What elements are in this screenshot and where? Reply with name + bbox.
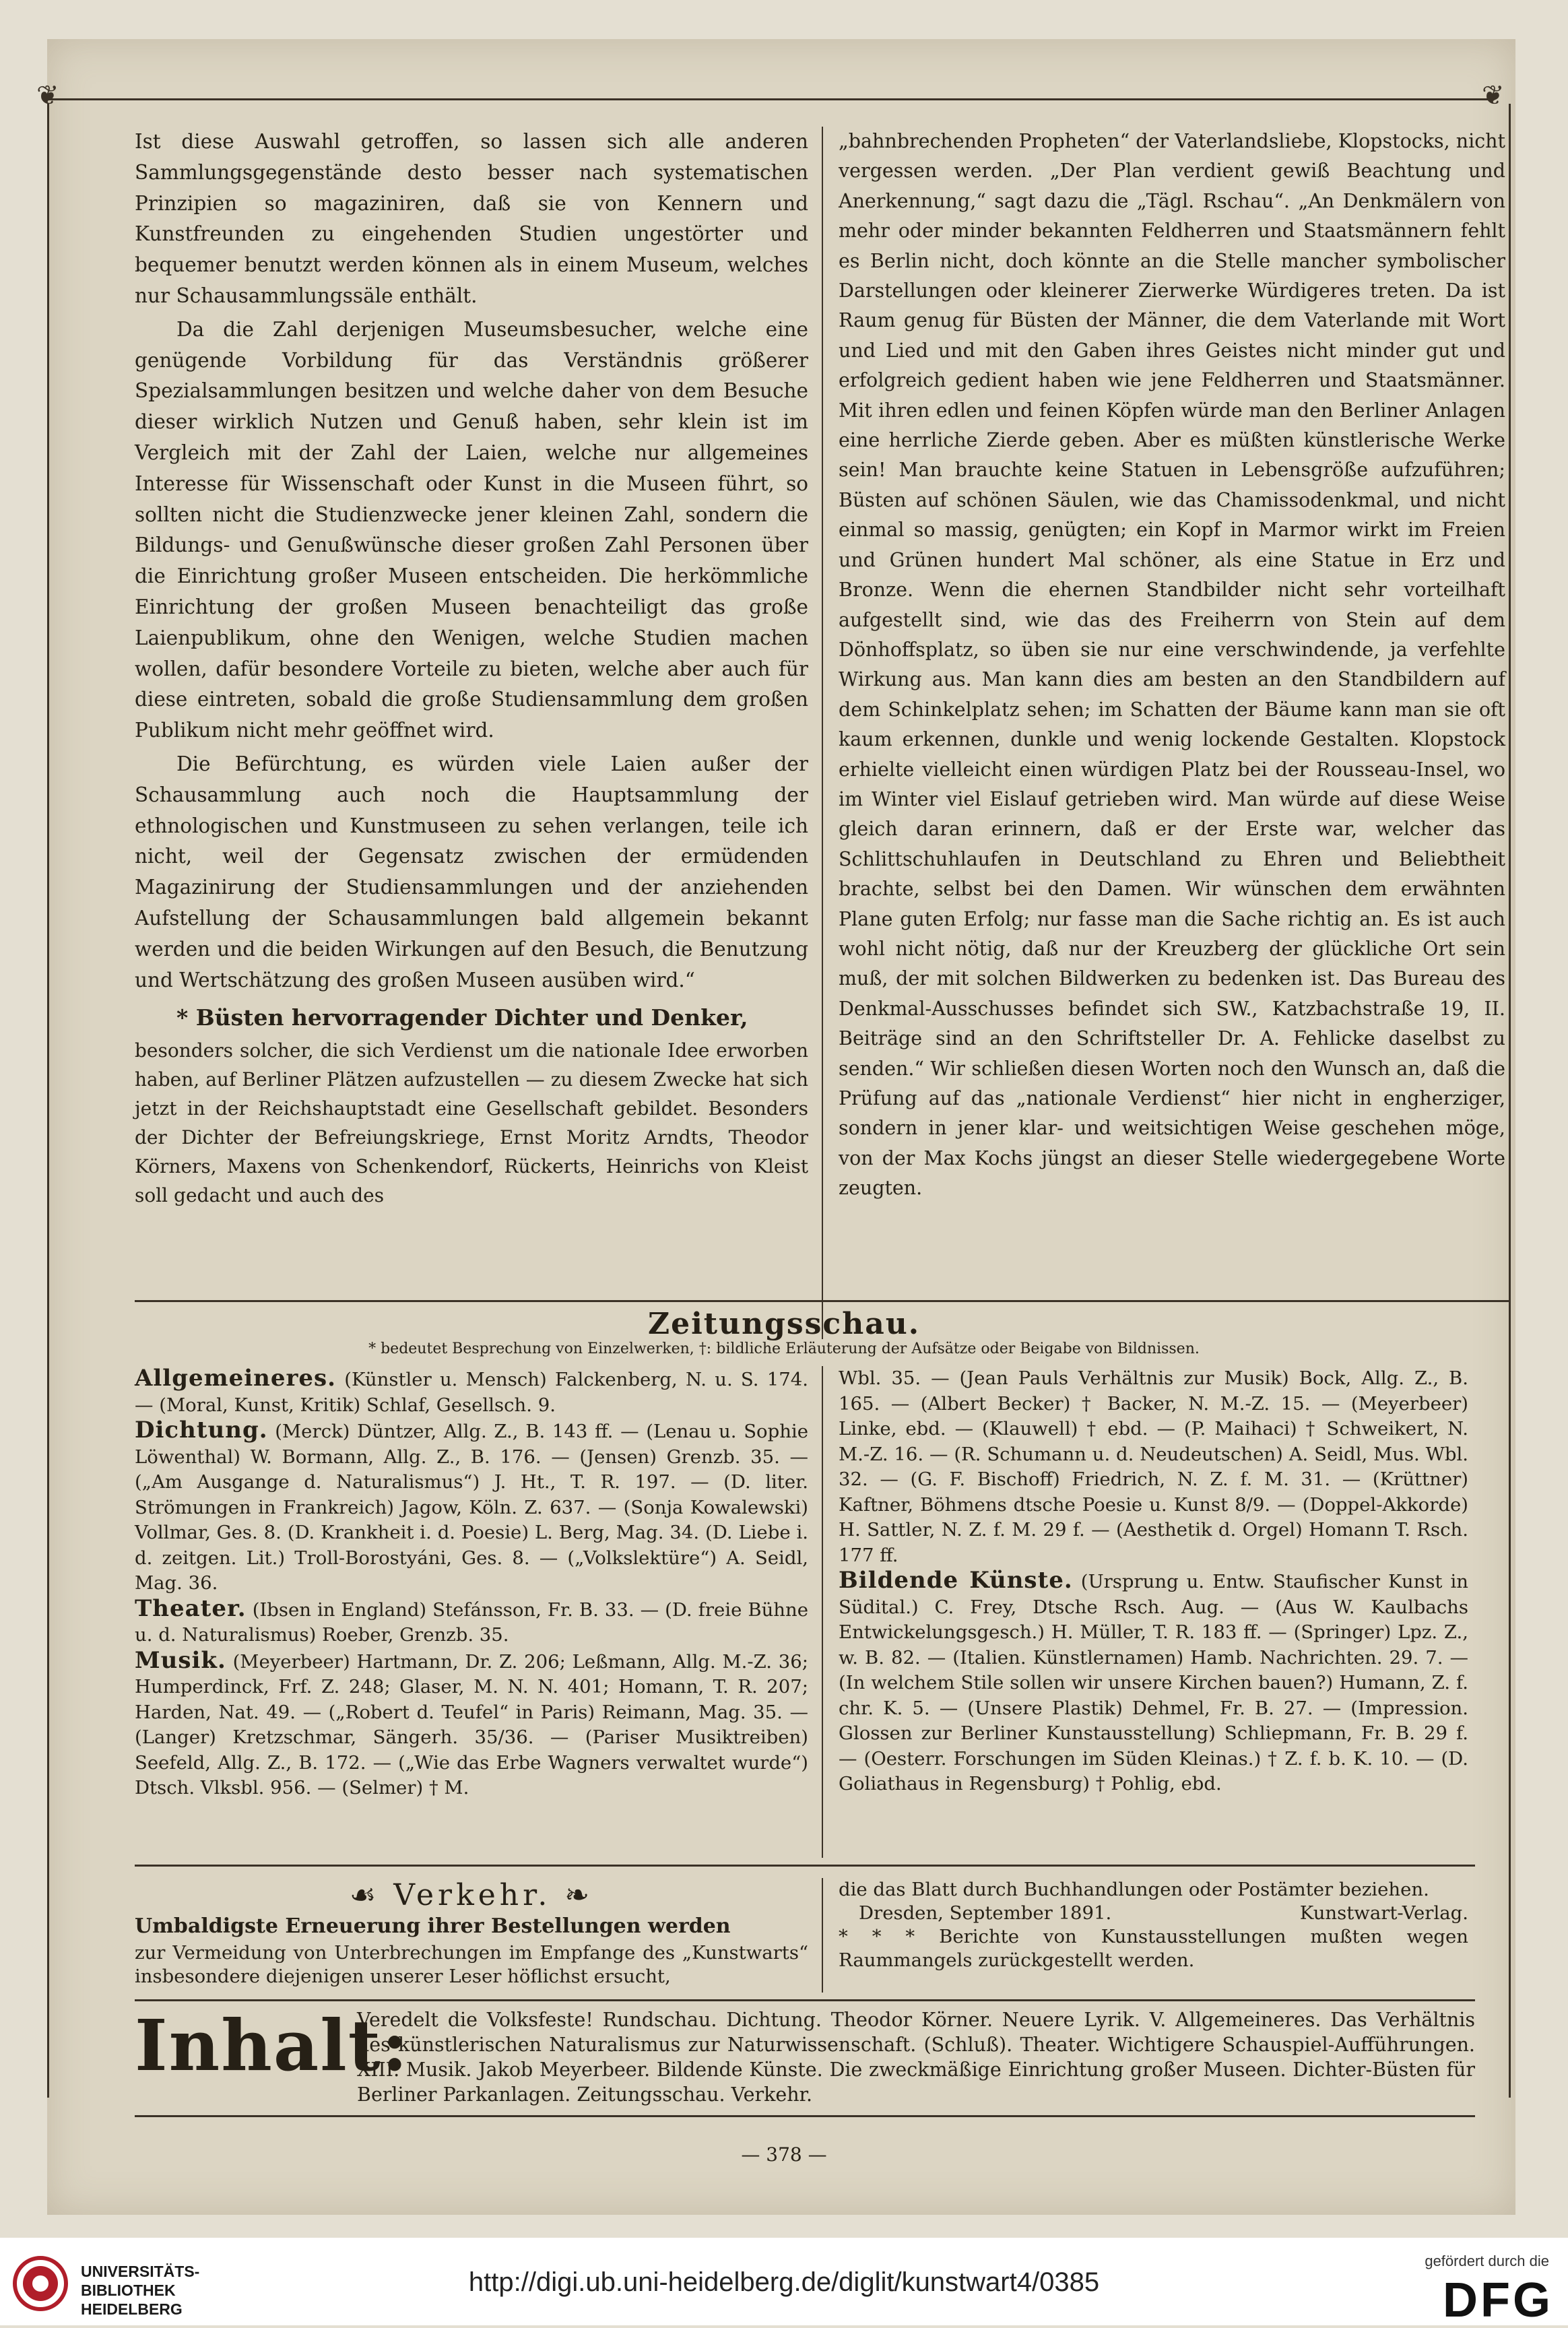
paragraph: Die Befürchtung, es würden viele Laien außer der Schausammlung auch noch die Hauptsammlung der ethnologischen und Kunstmuseen zu sehen verlangen, teile ich nicht, weil der Gegensatz zwischen der ermüdenden Magazinirung der Studiensammlungen und der anziehenden Aufstellung der Schausammlungen bald allgemein bekannt werden und die beiden Wirkungen auf den Besuch, die Benutzung und Wertschätzung des großen Museen ausüben wird.“ (135, 752, 808, 992)
paragraph: besonders solcher, die sich Verdienst um die nationale Idee erworben haben, auf Berliner Plätzen aufzustellen — zu diesem Zwecke hat sich jetzt in der Reichshauptstadt eine Gesellschaft gebildet. Besonders der Dichter der Befreiungskriege, Ernst Moritz Arndts, Theodor Körners, Maxens von Schenkendorf, Rückerts, Heinrichs von Kleist soll gedacht und auch des (135, 1039, 808, 1207)
page-number: — 378 — (741, 2143, 827, 2166)
zeitungsschau-right (839, 1366, 1468, 1797)
corner-ornament-right: ❦ (1482, 80, 1505, 111)
zs-category: Dichtung. (135, 1417, 268, 1444)
zs-entry: Theater. (Ibsen in England) Stefánsson, Fr. B. 33. — (D. freie Bühne u. d. Naturalismus) Roeber, Grenzb. 35. (135, 1594, 808, 1646)
zs-entry: Dichtung. (Merck) Düntzer, Allg. Z., B. 143 ff. — (Lenau u. Sophie Löwenthal) W. Bormann, Allg. Z., B. 176. — (Jensen) Grenzb. 35. — („Am Ausgange d. Naturalismus“) J. Ht., T. R. 197. — (D. liter. Strömungen in Frankreich) Jagow, Köln. Z. 637. — (Sonja Kowalewski) Vollmar, Ges. 8. (D. Krankheit i. d. Poesie) L. Berg, Mag. 34. (D. Liebe i. d. zeitgen. Lit.) Troll-Borostyáni, Ges. 8. — („Volkslektüre“) A. Seidl, Mag. 36. (135, 1417, 808, 1594)
ornament-left: ☙ (349, 1878, 394, 1912)
zs-category: Allgemeineres. (135, 1365, 337, 1392)
right-column (839, 127, 1505, 1204)
zeitungsschau-title: Zeitungsschau. (647, 1307, 921, 1341)
inhalt-text: Veredelt die Volksfeste! Rundschau. Dichtung. Theodor Körner. Neuere Lyrik. V. Allgemeineres. Das Verhältnis des künstlerischen Naturalismus zur Naturwissenschaft. (Schluß). Theater. Wichtigere Schauspiel-Aufführungen. XIII. Musik. Jakob Meyerbeer. Bildende Künste. Die zweckmäßige Einrichtung großer Museen. Dichter-Büsten für Berliner Parkanlagen. Zeitungsschau. Verkehr. (357, 2009, 1475, 2106)
university-name: UNIVERSITÄTS- BIBLIOTHEK HEIDELBERG (81, 2263, 200, 2318)
paragraph: „bahnbrechenden Propheten“ der Vaterlandsliebe, Klopstocks, nicht vergessen werden. „Der Plan verdient gewiß Beachtung und Anerkennung,“ sagt dazu die „Tägl. Rschau“. „An Denkmälern von mehr oder minder bekannten Feldherren und Staatsmännern fehlt es Berlin nicht, doch könnte an die Stelle mancher symbolischer Darstellungen oder kleinerer Zierwerke Würdigeres treten. Da ist Raum genug für Büsten der Männer, die dem Vaterlande mit Wort und Lied und mit den Gaben ihres Geistes nicht minder gut und erfolgreich gedient haben wie jene Feldherren und Staatsmänner. Mit ihren edlen und feinen Köpfen würde man den Berliner Anlagen eine herrliche Zierde geben. Aber es müßten künstlerische Werke sein! Man brauchte keine Statuen in Lebensgröße aufzuführen; Büsten auf schönen Säulen, wie das Chamissodenkmal, und nicht einmal so massig, genügten; ein Kopf in Marmor wirkt im Freien und Grünen hundert Mal schöner, als eine Statue in Erz und Bronze. Wenn die ehernen Standbilder nicht sehr vorteilhaft aufgestellt sind, wie das des Freiherrn von Stein auf dem Dönhoffsplatz, so üben sie nur eine verschwindende, ja verfehlte Wirkung aus. Man kann dies am besten an den Standbildern auf dem Schinkelplatz sehen; im Schatten der Bäume kann man sie oft kaum erkennen, dunkle und wenig lockende Gestalten. Klopstock erhielte vielleicht einen würdigen Platz bei der Rousseau-Insel, wo im Winter viel Eislauf getrieben wird. Man würde auf diese Weise gleich daran erinnern, daß er der Erste war, welcher das Schlittschuhlaufen in Deutschland zu Ehren und Beliebtheit brachte, selbst bei den Damen. Wir wünschen dem erwähnten Plane guten Erfolg; nur fasse man die Sache richtig an. Es ist auch wohl nicht nötig, daß nur der Kreuzberg der glückliche Ort sein muß, der mit solchen Bildwerken zu bedenken ist. Das Bureau des Denkmal-Ausschusses befindet sich SW., Katzbachstraße 19, II. Beiträge sind an den Schriftsteller Dr. A. Fehlicke daselbst zu senden.“ Wir schließen diesen Worten noch den Wunsch an, daß die Prüfung auf das „nationale Verdienst“ hier nicht in engherziger, sondern in jener klar- und weitsichtigen Weise geschehen möge, von der Max Kochs jüngst an dieser Stelle wiedergegebene Worte zeugten. (839, 130, 1505, 1200)
left-column (135, 127, 808, 1210)
page-frame-left (47, 104, 49, 2098)
zs-entry: Wbl. 35. — (Jean Pauls Verhältnis zur Musik) Bock, Allg. Z., B. 165. — (Albert Becker) † Backer, N. M.-Z. 15. — (Meyerbeer) Linke, ebd. — (Klauwell) † ebd. — (P. Maihaci) † Schweikert, N. M.-Z. 16. — (R. Schumann u. d. Neudeutschen) A. Seidl, Mus. Wbl. 32. — (G. F. Bischoff) Friedrich, N. Z. f. M. 31. — (Krüttner) Kaftner, Böhmens dtsche Poesie u. Kunst 8/9. — (Doppel-Akkorde) H. Sattler, N. Z. f. M. 29 f. — (Aesthetik d. Orgel) Homann T. Rsch. 177 ff. (839, 1367, 1468, 1566)
verkehr-publisher: Kunstwart-Verlag. (1299, 1902, 1468, 1924)
zs-category: Bildende Künste. (839, 1567, 1073, 1594)
paragraph: Ist diese Auswahl getroffen, so lassen sich alle anderen Sammlungsgegenstände desto besser nach systematischen Prinzipien so magaziniren, daß sie von Kennern und Kunstfreunden zu eingehenden Studien ungestörter und bequemer benutzt werden können als in einem Museum, welches nur Schausammlungssäle enthält. (135, 130, 808, 307)
verkehr-text: zur Vermeidung von Unterbrechungen im Empfange des „Kunstwarts“ insbesondere diejenigen unserer Leser höflichst ersucht, (135, 1942, 808, 1987)
corner-ornament-left: ❦ (36, 80, 59, 111)
page-frame-right (1509, 104, 1511, 2098)
column-divider (822, 127, 823, 1339)
page-frame (47, 98, 1489, 100)
verkehr-place-date: Dresden, September 1891. (859, 1902, 1112, 1924)
verkehr-divider (822, 1878, 823, 1993)
zs-entry: Musik. (Meyerbeer) Hartmann, Dr. Z. 206; Leßmann, Allg. M.-Z. 36; Humperdinck, Frf. Z. 248; Glaser, M. N. N. 401; Homann, T. R. 207; Harden, Nat. 49. — („Robert d. Teufel“ in Paris) Reimann, Mag. 35. — (Langer) Kretzschmar, Sängerh. 35/36. — (Pariser Musiktreiben) Seefeld, Allg. Z., B. 172. — („Wie das Erbe Wagners verwaltet wurde“) Dtsch. Vlksbl. 956. — (Selmer) † M. (135, 1646, 808, 1799)
buesten-heading: * Büsten hervorragender Dichter und Denker, (176, 1004, 748, 1031)
zs-entry: Bildende Künste. (Ursprung u. Entw. Staufischer Kunst in Südital.) C. Frey, Dtsche Rsch. Aug. — (Aus W. Kaulbachs Entwickelungsgesch.) H. Müller, T. R. 183 ff. — (Springer) Lpz. Z., w. B. 82. — (Italien. Künstlernamen) Hamb. Nachrichten. 29. 7. — (In welchem Stile sollen wir unsere Kirchen bauen?) Humann, Z. f. chr. K. 5. — (Unsere Plastik) Dehmel, Fr. B. 27. — (Impression. Glossen zur Berliner Kunstausstellung) Schliepmann, Fr. B. 29 f. — (Oesterr. Forschungen im Süden Kleinas.) † Z. f. b. K. 10. — (D. Goliathaus in Regensburg) † Pohlig, ebd. (839, 1567, 1468, 1795)
verkehr-right-text: die das Blatt durch Buchhandlungen oder Postämter beziehen. (839, 1879, 1429, 1900)
section-rule (135, 2115, 1475, 2117)
section-rule (135, 1999, 1475, 2001)
zeitungsschau-left (135, 1366, 808, 1801)
funded-by-label: gefördert durch die (1425, 2253, 1549, 2269)
section-rule (135, 1865, 1475, 1867)
verkehr-note: * * * Berichte von Kunstausstellungen mußten wegen Raummangels zurückgestellt werden. (839, 1926, 1468, 1971)
paragraph: Da die Zahl derjenigen Museumsbesucher, welche eine genügende Vorbildung für das Verständnis größerer Spezialsammlungen besitzen und welche daher von dem Besuche dieser wirklich Nutzen und Genuß haben, sehr klein ist im Vergleich mit der Zahl der Laien, welche nur allgemeines Interesse für Wissenschaft oder Kunst in die Museen führt, so sollten nicht die Studienzwecke jener kleinen Zahl, sondern die Bildungs- und Genußwünsche dieser großen Zahl Personen über die Einrichtung großer Museen entscheiden. Die herkömmliche Einrichtung der großen Museen benachteiligt das große Laienpublikum, ohne den Wenigen, welche Studien machen wollen, dafür besondere Vorteile zu bieten, welche aber auch für diese eintreten, sobald die große Studiensammlung dem großen Publikum nicht mehr geöffnet wird. (135, 317, 808, 742)
zs-entry: Allgemeineres. (Künstler u. Mensch) Falckenberg, N. u. S. 174. — (Moral, Kunst, Kritik) Schlaf, Gesellsch. 9. (135, 1365, 808, 1416)
ornament-right: ❧ (551, 1878, 594, 1912)
zs-category: Musik. (135, 1646, 226, 1674)
inhalt-label: Inhalt: (135, 2004, 410, 2087)
section-rule (135, 1300, 1509, 1302)
verkehr-heading: Umbaldigste Erneuerung ihrer Bestellungen werden (135, 1914, 731, 1938)
source-url[interactable]: http://digi.ub.uni-heidelberg.de/diglit/kunstwart4/0385 (468, 2267, 1100, 2297)
dfg-logo: DFG (1443, 2273, 1553, 2327)
zeitungsschau-legend: * bedeutet Besprechung von Einzelwerken, †: bildliche Erläuterung der Aufsätze oder Beigabe von Bildnissen. (368, 1340, 1200, 1357)
zs-category: Theater. (135, 1594, 247, 1622)
verkehr-title: ☙ Verkehr. ❧ (349, 1878, 594, 1912)
footer-bar (0, 2238, 1568, 2325)
zs-divider (822, 1366, 823, 1858)
